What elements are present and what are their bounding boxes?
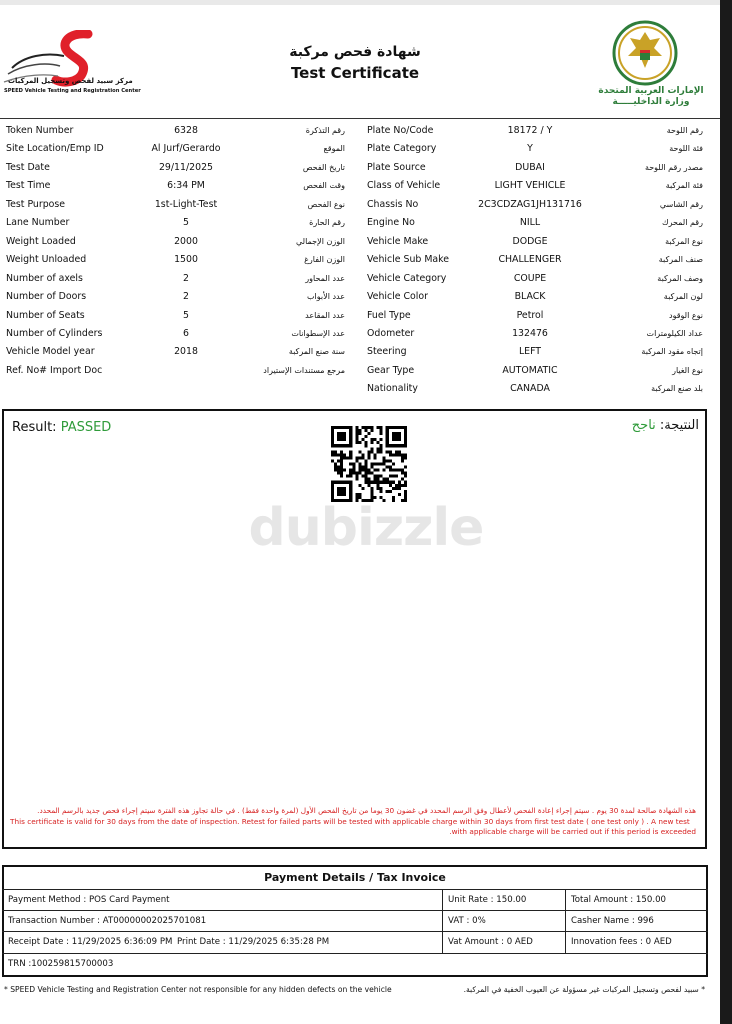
vehicle-field-label-ar: رقم الشاسي bbox=[659, 199, 703, 209]
receipt-date: Receipt Date : 11/29/2025 6:36:09 PM bbox=[8, 937, 173, 947]
vehicle-field-label: Nationality bbox=[367, 383, 418, 395]
test-field-value: 2 bbox=[183, 291, 189, 303]
vehicle-field-label-ar: نوع الغيار bbox=[672, 365, 703, 375]
test-field-label: Test Date bbox=[6, 161, 50, 173]
trn-number: TRN :100259815700003 bbox=[8, 959, 114, 969]
vehicle-field-label-ar: رقم اللوحة bbox=[666, 126, 703, 135]
vehicle-field-label-ar: رقم المحرك bbox=[661, 218, 703, 228]
result-value-ar: ناجح bbox=[631, 418, 656, 433]
result-label-ar: النتيجة: bbox=[655, 418, 699, 433]
vehicle-field-label: Plate Source bbox=[367, 161, 426, 173]
vehicle-field-label-ar: فئة المركبة bbox=[665, 181, 703, 191]
test-field-label-ar: مرجع مستندات الإستيراد bbox=[263, 365, 345, 375]
test-field-label: Token Number bbox=[6, 125, 74, 136]
test-field-value: 6328 bbox=[174, 125, 198, 136]
uae-ministry-name bbox=[598, 86, 704, 108]
disclaimer-english-line2: .with applicable charge will be carried out if this period is exceeded bbox=[449, 827, 696, 836]
test-field-label-ar: الموقع bbox=[323, 144, 345, 154]
test-field-label: Vehicle Model year bbox=[6, 346, 95, 358]
result-english bbox=[12, 420, 111, 435]
cashier-name: Casher Name : 996 bbox=[571, 916, 654, 926]
vehicle-field-label: Steering bbox=[367, 346, 407, 358]
vat-rate: VAT : 0% bbox=[448, 916, 486, 926]
payment-rule bbox=[2, 953, 708, 954]
payment-title: Payment Details / Tax Invoice bbox=[264, 871, 446, 884]
vehicle-field-label-ar: إتجاه مقود المركبة bbox=[641, 347, 703, 357]
vehicle-field-label-ar: بلد صنع المركبة bbox=[651, 384, 703, 394]
test-field-label-ar: رقم التذكرة bbox=[305, 126, 345, 135]
test-field-label: Lane Number bbox=[6, 217, 70, 229]
vehicle-field-label: Vehicle Category bbox=[367, 272, 447, 284]
test-field-label: Site Location/Emp ID bbox=[6, 143, 104, 155]
vehicle-field-label-ar: مصدر رقم اللوحة bbox=[644, 162, 703, 172]
vehicle-field-label: Chassis No bbox=[367, 198, 419, 210]
vehicle-field-value: Petrol bbox=[516, 309, 544, 321]
vehicle-field-value: CHALLENGER bbox=[498, 254, 562, 266]
vehicle-field-label: Fuel Type bbox=[367, 309, 411, 321]
test-field-label-ar: الوزن الإجمالي bbox=[296, 236, 345, 246]
innovation-fees: Innovation fees : 0 AED bbox=[571, 937, 672, 947]
speed-name-english: SPEED Vehicle Testing and Registration Center bbox=[4, 88, 141, 94]
vehicle-field-value: COUPE bbox=[513, 272, 547, 284]
vehicle-field-value: Y bbox=[527, 143, 533, 155]
vehicle-field-value: NILL bbox=[519, 217, 541, 229]
test-field-label: Weight Loaded bbox=[6, 235, 76, 247]
total-amount: Total Amount : 150.00 bbox=[571, 895, 667, 905]
qr-code bbox=[331, 426, 407, 502]
vehicle-field-label-ar: عداد الكيلومترات bbox=[646, 328, 703, 338]
vehicle-field-label-ar: نوع المركبة bbox=[665, 236, 703, 246]
disclaimer-arabic: هذه الشهادة صالحة لمدة 30 يوم . سيتم إجراء إعادة الفحص لأعطال وفق الرسم المحدد في غضون 30 يوما من تاريخ الفحص الأول (لمرة واحدة فقط) . في حالة تجاوز هذه الفترة سيتم إجراء فحص جديد بالرسم المحدد. bbox=[37, 806, 696, 815]
test-field-label-ar: رقم الحارة bbox=[309, 218, 345, 228]
test-field-value: 2000 bbox=[174, 235, 198, 247]
test-field-label: Number of Doors bbox=[6, 291, 87, 303]
uae-line-1: الإمارات العربية المتحدة bbox=[598, 86, 704, 96]
vehicle-field-value: BLACK bbox=[514, 291, 546, 303]
vehicle-field-label: Vehicle Color bbox=[367, 291, 428, 303]
test-field-value: 2018 bbox=[174, 346, 198, 358]
payment-method: Payment Method : POS Card Payment bbox=[8, 895, 170, 905]
payment-col-rule bbox=[565, 889, 566, 953]
vehicle-field-value: LEFT bbox=[518, 346, 542, 358]
vehicle-field-label: Plate No/Code bbox=[367, 125, 434, 136]
test-field-label: Ref. No# Import Doc bbox=[6, 364, 103, 376]
vehicle-field-value: DODGE bbox=[512, 235, 548, 247]
vehicle-field-label-ar: وصف المركبة bbox=[657, 273, 703, 283]
transaction-number: Transaction Number : AT00000002025701081 bbox=[8, 916, 207, 926]
test-field-value: Al Jurf/Gerardo bbox=[151, 143, 221, 155]
payment-rule bbox=[2, 910, 708, 911]
speed-name-arabic: مركز سبيد لفحص وتسجيل المركبات bbox=[8, 77, 133, 85]
test-field-label: Weight Unloaded bbox=[6, 254, 87, 266]
payment-rule bbox=[2, 931, 708, 932]
test-field-value: 5 bbox=[183, 217, 189, 229]
vehicle-field-label-ar: صنف المركبة bbox=[658, 255, 703, 265]
test-field-label-ar: الوزن الفارغ bbox=[304, 255, 345, 265]
test-field-label: Number of Cylinders bbox=[6, 327, 103, 339]
print-date: Print Date : 11/29/2025 6:35:28 PM bbox=[177, 937, 330, 947]
vehicle-field-label: Vehicle Make bbox=[367, 235, 429, 247]
test-field-label-ar: عدد المحاور bbox=[305, 273, 345, 283]
uae-line-2: وزارة الداخليـــــة bbox=[612, 97, 690, 107]
test-field-label: Test Purpose bbox=[6, 198, 66, 210]
unit-rate: Unit Rate : 150.00 bbox=[448, 895, 527, 905]
disclaimer-english-line1: This certificate is valid for 30 days from the date of inspection. Retest for failed parts will be tested with applicable charge within 30 days from first test date ( one test only ) . A new test bbox=[10, 817, 690, 826]
test-field-value: 1500 bbox=[174, 254, 198, 266]
uae-emblem bbox=[612, 20, 678, 86]
vehicle-field-value: 132476 bbox=[512, 327, 548, 339]
vehicle-field-value: 2C3CDZAG1JH131716 bbox=[478, 198, 582, 210]
title-arabic: شهادة فحص مركبة bbox=[289, 44, 421, 60]
vehicle-field-label: Gear Type bbox=[367, 364, 415, 376]
payment-col-rule bbox=[442, 889, 443, 953]
test-field-value: 5 bbox=[183, 309, 189, 321]
test-field-label-ar: تاريخ الفحص bbox=[302, 162, 345, 172]
vehicle-field-label-ar: لون المركبة bbox=[663, 292, 703, 302]
test-field-label: Test Time bbox=[6, 180, 51, 192]
footer-note-arabic: * سبيد لفحص وتسجيل المركبات غير مسؤولة عن العيوب الخفية في المركبة. bbox=[463, 985, 705, 994]
vehicle-field-label: Vehicle Sub Make bbox=[367, 254, 450, 266]
vehicle-field-label: Engine No bbox=[367, 217, 415, 229]
test-field-value: 1st-Light-Test bbox=[154, 198, 218, 210]
vehicle-field-label-ar: نوع الوقود bbox=[669, 310, 703, 320]
top-edge bbox=[0, 0, 720, 5]
test-field-value: 6 bbox=[183, 327, 189, 339]
watermark: dubizzle bbox=[248, 498, 484, 558]
vehicle-field-label: Plate Category bbox=[367, 143, 437, 155]
test-field-value: 6:34 PM bbox=[167, 180, 205, 192]
test-field-label-ar: نوع الفحص bbox=[307, 199, 345, 209]
vehicle-field-value: 18172 / Y bbox=[507, 125, 553, 136]
test-field-label: Number of Seats bbox=[6, 309, 85, 321]
test-field-label-ar: وقت الفحص bbox=[303, 181, 345, 191]
test-field-label-ar: سنة صنع المركبة bbox=[288, 347, 345, 357]
result-arabic bbox=[632, 418, 699, 433]
footer-note-english: * SPEED Vehicle Testing and Registration Center not responsible for any hidden defects on the vehicle bbox=[4, 985, 392, 994]
page-title: Test Certificate bbox=[290, 64, 420, 82]
test-field-label-ar: عدد المقاعد bbox=[305, 310, 345, 320]
test-field-label-ar: عدد الأبواب bbox=[307, 292, 345, 302]
vehicle-field-value: CANADA bbox=[510, 383, 550, 395]
vehicle-field-label: Odometer bbox=[367, 327, 415, 339]
vehicle-field-value: LIGHT VEHICLE bbox=[494, 180, 566, 192]
vehicle-field-value: AUTOMATIC bbox=[502, 364, 558, 376]
header-divider bbox=[0, 118, 720, 119]
test-field-label-ar: عدد الإسطوانات bbox=[291, 328, 345, 338]
payment-rule bbox=[2, 889, 708, 890]
vehicle-field-label: Class of Vehicle bbox=[367, 180, 441, 192]
result-label: Result: bbox=[12, 420, 61, 435]
vehicle-field-value: DUBAI bbox=[515, 161, 545, 173]
test-field-value: 29/11/2025 bbox=[158, 161, 214, 173]
test-field-value: 2 bbox=[183, 272, 189, 284]
test-field-label: Number of axels bbox=[6, 272, 83, 284]
vat-amount: Vat Amount : 0 AED bbox=[448, 937, 533, 947]
result-value: PASSED bbox=[60, 420, 112, 435]
vehicle-field-label-ar: فئة اللوحة bbox=[669, 144, 703, 154]
